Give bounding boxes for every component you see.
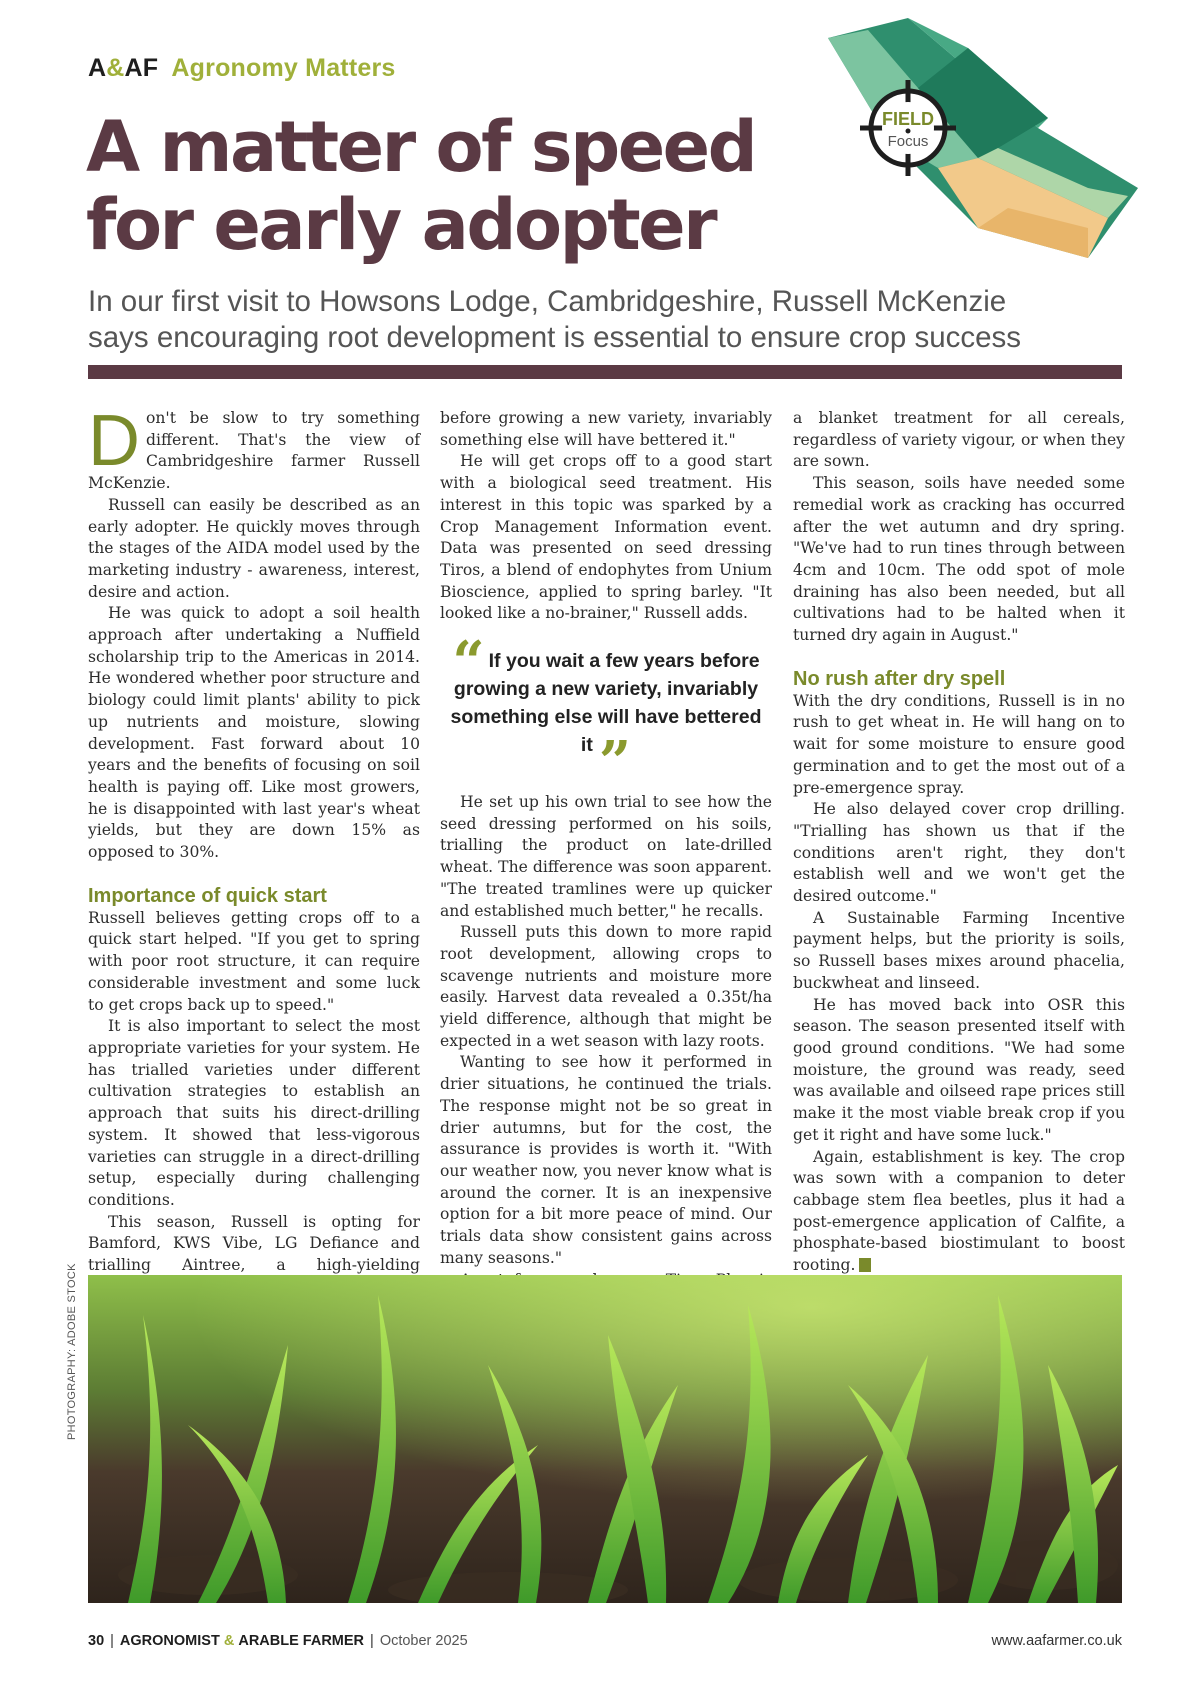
issue-date: October 2025	[379, 1633, 468, 1649]
brand-header	[88, 54, 395, 83]
brand-a: A	[88, 54, 107, 82]
standfirst-line-1: In our first visit to Howsons Lodge, Cambridgeshire, Russell McKenzie	[88, 285, 1007, 318]
paragraph-15: With the dry conditions, Russell is in no rush to get wheat in. He will hang on to wait for some moisture to ensure good germination and to get the most out of a pre-emergence spray.	[793, 691, 1125, 797]
standfirst	[88, 284, 1128, 356]
paragraph-6: This season, Russell is opting for Bamford, KWS Vibe, LG Defiance and trialling Aintree, a high-yielding	[88, 1212, 420, 1275]
headline-line-2: for early adopter	[86, 184, 716, 266]
paragraph-1	[88, 401, 420, 495]
page-number: 30	[88, 1633, 105, 1649]
footer	[88, 1633, 468, 1649]
paragraph-19	[793, 1147, 1125, 1277]
paragraph-13: a blanket treatment for all cereals, regardless of variety vigour, or when they are sown.	[793, 409, 1125, 471]
website-link[interactable]: www.aafarmer.co.uk	[991, 1633, 1122, 1649]
header-rule	[88, 365, 1122, 379]
paragraph-9: He set up his own trial to see how the seed dressing performed on his soils, trialling the product on late-drilled wheat. The difference was soon apparent. "The treated tramlines were up quicker and established much better," he recalls.	[440, 793, 772, 920]
paragraph-14: This season, soils have needed some remedial work as cracking has occurred after the wet autumn and dry spring. "We've had to run tines through between 4cm and 10cm. The odd spot of mole draining has also been needed, but all cultivations had to be halted when it turned dry again in August."	[793, 474, 1125, 645]
field-focus-logo	[828, 18, 1138, 258]
article-column-1	[88, 401, 420, 1320]
brand-af: AF	[124, 54, 159, 82]
paragraph-16: He also delayed cover crop drilling. "Trialling has shown us that if the conditions aren't right, they don't establish well and we won't get the desired outcome."	[793, 800, 1125, 906]
paragraph-3: He was quick to adopt a soil health approach after undertaking a Nuffield scholarship trip to the Americas in 2014. He wondered whether poor structure and biology could limit plants' ability to pick up nutrients and moisture, slowing development. Fast forward about 10 years and the benefits of focusing on soil health is paying off. Like most growers, he is disappointed with last year's wheat yields, but they are down 15% as opposed to 30%.	[88, 604, 420, 862]
headline	[86, 108, 846, 264]
paragraph-8: He will get crops off to a good start with a biological seed treatment. His interest in this topic was sparked by a Crop Management Information event. Data was presented on seed dressing Tiros, a blend of endophytes from Unium Bioscience, applied to spring barley. "It looked like a no-brainer," Russell adds.	[440, 452, 772, 623]
footer-separator: |	[110, 1633, 114, 1649]
publication-name-2: ARABLE FARMER	[238, 1633, 365, 1649]
subheading-no-rush: No rush after dry spell	[793, 667, 1006, 690]
article-column-2	[440, 408, 772, 1313]
standfirst-line-2: says encouraging root development is essential to ensure crop success	[88, 321, 1022, 354]
paragraph-17: A Sustainable Farming Incentive payment helps, but the priority is soils, so Russell bases mixes around phacelia, buckwheat and linseed.	[793, 908, 1125, 992]
paragraph-2: Russell can easily be described as an early adopter. He quickly moves through the stages of the AIDA model used by the marketing industry - awareness, interest, desire and action.	[88, 495, 420, 601]
pull-quote-text: If you wait a few years before growing a new variety, invariably something else will have bettered it	[450, 650, 762, 757]
logo-focus-text: Focus	[887, 133, 929, 150]
logo-field-text: FIELD	[882, 109, 934, 129]
article-column-3	[793, 408, 1125, 1277]
seedlings-photo	[88, 1275, 1122, 1603]
paragraph-10: Russell puts this down to more rapid root development, allowing crops to scavenge nutrients and moisture more easily. Harvest data revealed a 0.35t/ha yield difference, although that might be expected in a wet season with lazy roots.	[440, 923, 772, 1050]
paragraph-1-text: on't be slow to try something different. That's the view of Cambridgeshire farmer Russell McKenzie.	[88, 409, 420, 493]
end-of-article-icon	[859, 1258, 871, 1272]
paragraph-7: before growing a new variety, invariably something else will have bettered it."	[440, 409, 772, 449]
publication-amp: &	[223, 1633, 235, 1649]
brand-amp: &	[106, 54, 125, 82]
open-quote-icon: “	[452, 629, 485, 696]
paragraph-18: He has moved back into OSR this season. The season presented itself with good ground conditions. "We had some moisture, the ground was ready, seed was available and oilseed rape prices still make it the most viable break crop if you get it right and have some luck."	[793, 995, 1125, 1144]
photo-credit: PHOTOGRAPHY: ADOBE STOCK	[66, 1263, 78, 1440]
section-name: Agronomy Matters	[171, 54, 396, 82]
paragraph-5: It is also important to select the most appropriate varieties for your system. He has trialled varieties under different cultivation strategies to establish an approach that suits his direct-drilling system. It showed that less-vigorous varieties can struggle in a direct-drilling setup, especially during challenging conditions.	[88, 1017, 420, 1209]
publication-name-1: AGRONOMIST	[119, 1633, 220, 1649]
paragraph-4: Russell believes getting crops off to a quick start helped. "If you get to spring with poor root structure, it can require considerable investment and some luck to get crops back up to speed."	[88, 908, 420, 1014]
close-quote-icon: ”	[598, 729, 632, 796]
paragraph-11: Wanting to see how it performed in drier situations, he continued the trials. The response might not be so great in drier autumns, but for the cost, the assurance is provides is worth it. "With our weather now, you never know what is around the corner. It is an inexpensive option for a bit more peace of mind. Our trials data show consistent gains across many seasons."	[440, 1053, 772, 1267]
headline-line-1: A matter of speed	[86, 106, 756, 188]
paragraph-19-text: Again, establishment is key. The crop was sown with a companion to deter cabbage stem flea beetles, plus it had a post-emergence application of Calfite, a phosphate-based biostimulant to boost rooting.	[793, 1147, 1125, 1275]
drop-cap: D	[88, 401, 140, 481]
pull-quote	[440, 629, 772, 796]
subheading-quick-start: Importance of quick start	[88, 884, 327, 907]
footer-separator-2: |	[370, 1633, 374, 1649]
